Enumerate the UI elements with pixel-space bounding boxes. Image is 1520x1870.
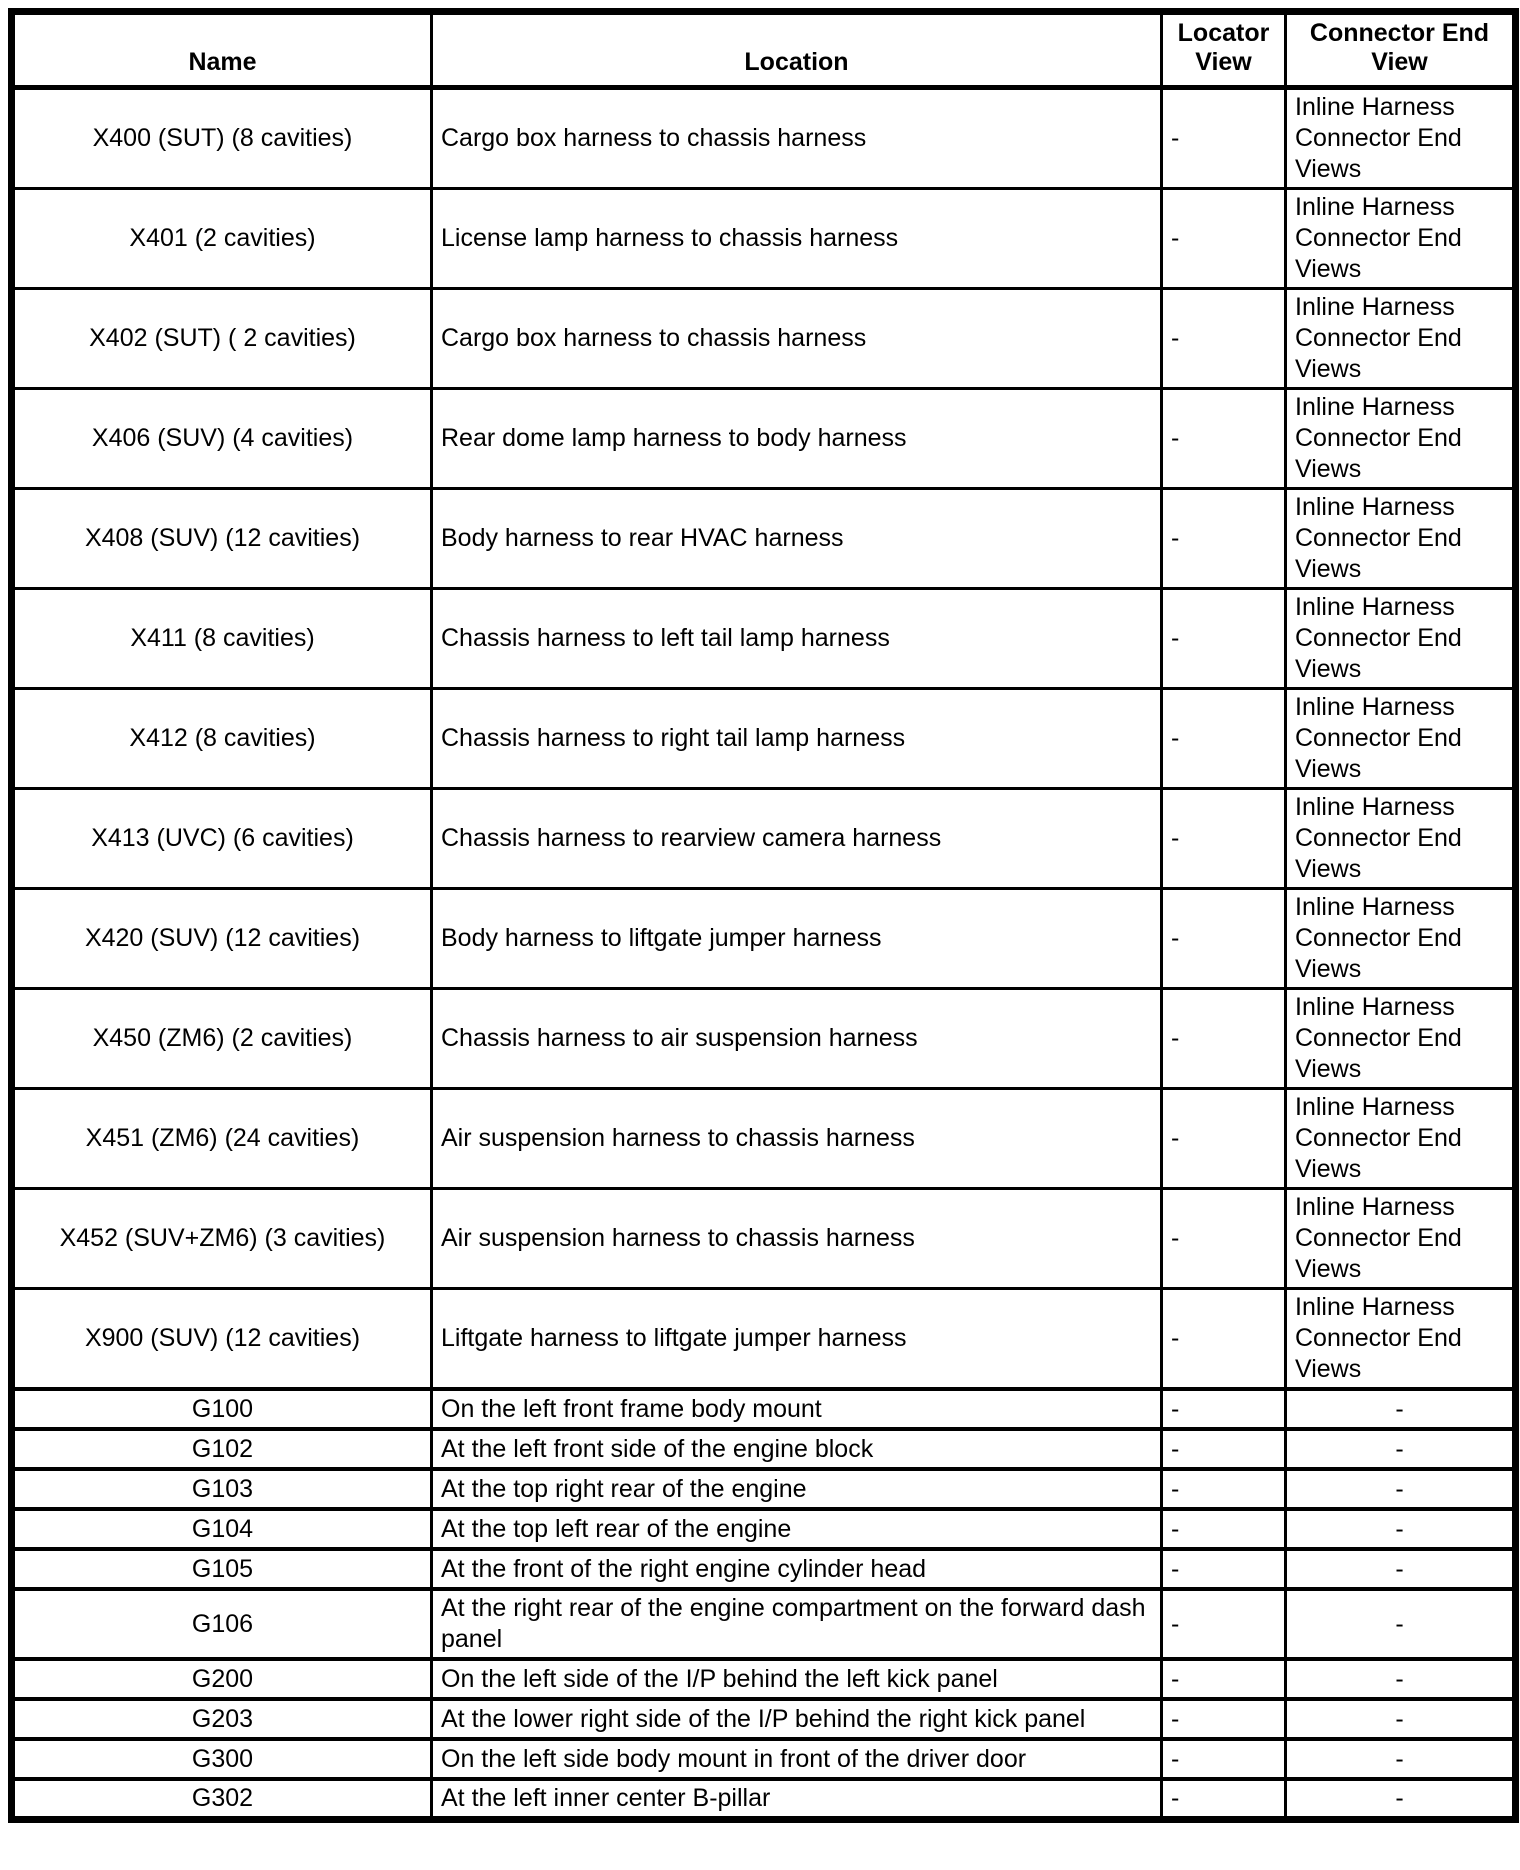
name-cell: X402 (SUT) ( 2 cavities): [12, 289, 432, 389]
location-cell: At the lower right side of the I/P behind the right kick panel: [432, 1699, 1162, 1739]
name-cell: G302: [12, 1779, 432, 1820]
location-cell: Chassis harness to air suspension harness: [432, 989, 1162, 1089]
locator-view-cell: -: [1162, 589, 1286, 689]
name-cell: X401 (2 cavities): [12, 189, 432, 289]
connector-end-view-cell: -: [1286, 1589, 1516, 1659]
table-row: [12, 1509, 1516, 1549]
name-cell: X450 (ZM6) (2 cavities): [12, 989, 432, 1089]
column-header-location: Location: [432, 12, 1162, 88]
column-header-name: Name: [12, 12, 432, 88]
name-cell: G300: [12, 1739, 432, 1779]
connector-end-view-cell: Inline Harness Connector End Views: [1286, 389, 1516, 489]
connector-end-view-cell: -: [1286, 1429, 1516, 1469]
connector-end-view-cell: Inline Harness Connector End Views: [1286, 989, 1516, 1089]
table-row: [12, 789, 1516, 889]
location-cell: On the left side body mount in front of the driver door: [432, 1739, 1162, 1779]
locator-view-cell: -: [1162, 1429, 1286, 1469]
location-cell: Body harness to liftgate jumper harness: [432, 889, 1162, 989]
name-cell: G200: [12, 1659, 432, 1699]
locator-view-cell: -: [1162, 1469, 1286, 1509]
table-row: [12, 1779, 1516, 1820]
connector-end-view-cell: -: [1286, 1509, 1516, 1549]
connector-end-view-cell: Inline Harness Connector End Views: [1286, 489, 1516, 589]
column-header-locator-view: Locator View: [1162, 12, 1286, 88]
connector-end-view-cell: -: [1286, 1389, 1516, 1429]
location-cell: On the left side of the I/P behind the left kick panel: [432, 1659, 1162, 1699]
name-cell: X420 (SUV) (12 cavities): [12, 889, 432, 989]
table-row: [12, 989, 1516, 1089]
table-row: [12, 389, 1516, 489]
connector-location-table: [8, 8, 1519, 1823]
connector-end-view-cell: Inline Harness Connector End Views: [1286, 589, 1516, 689]
locator-view-cell: -: [1162, 1589, 1286, 1659]
connector-end-view-cell: Inline Harness Connector End Views: [1286, 289, 1516, 389]
connector-end-view-cell: -: [1286, 1549, 1516, 1589]
table-row: [12, 689, 1516, 789]
location-cell: Chassis harness to rearview camera harness: [432, 789, 1162, 889]
connector-end-view-cell: Inline Harness Connector End Views: [1286, 189, 1516, 289]
locator-view-cell: -: [1162, 689, 1286, 789]
location-cell: Cargo box harness to chassis harness: [432, 289, 1162, 389]
locator-view-cell: -: [1162, 1089, 1286, 1189]
name-cell: G100: [12, 1389, 432, 1429]
locator-view-cell: -: [1162, 1699, 1286, 1739]
table-row: [12, 589, 1516, 689]
name-cell: X408 (SUV) (12 cavities): [12, 489, 432, 589]
location-cell: Liftgate harness to liftgate jumper harness: [432, 1289, 1162, 1390]
connector-end-view-cell: Inline Harness Connector End Views: [1286, 1189, 1516, 1289]
locator-view-cell: -: [1162, 1389, 1286, 1429]
location-cell: Air suspension harness to chassis harness: [432, 1089, 1162, 1189]
location-cell: Air suspension harness to chassis harness: [432, 1189, 1162, 1289]
table-row: [12, 1389, 1516, 1429]
table-row: [12, 1549, 1516, 1589]
table-row: [12, 1739, 1516, 1779]
location-cell: At the top right rear of the engine: [432, 1469, 1162, 1509]
connector-end-view-cell: -: [1286, 1739, 1516, 1779]
connector-end-view-cell: Inline Harness Connector End Views: [1286, 1089, 1516, 1189]
table-row: [12, 189, 1516, 289]
locator-view-cell: -: [1162, 389, 1286, 489]
header-row: [12, 12, 1516, 88]
name-cell: X413 (UVC) (6 cavities): [12, 789, 432, 889]
location-cell: Cargo box harness to chassis harness: [432, 88, 1162, 189]
locator-view-cell: -: [1162, 1189, 1286, 1289]
location-cell: License lamp harness to chassis harness: [432, 189, 1162, 289]
location-cell: Chassis harness to left tail lamp harness: [432, 589, 1162, 689]
name-cell: X411 (8 cavities): [12, 589, 432, 689]
name-cell: G103: [12, 1469, 432, 1509]
name-cell: X452 (SUV+ZM6) (3 cavities): [12, 1189, 432, 1289]
table-row: [12, 1659, 1516, 1699]
locator-view-cell: -: [1162, 989, 1286, 1089]
table-row: [12, 1189, 1516, 1289]
connector-end-view-cell: Inline Harness Connector End Views: [1286, 789, 1516, 889]
locator-view-cell: -: [1162, 1289, 1286, 1390]
connector-end-view-cell: Inline Harness Connector End Views: [1286, 889, 1516, 989]
table-row: [12, 1289, 1516, 1390]
name-cell: G102: [12, 1429, 432, 1469]
connector-end-view-cell: -: [1286, 1699, 1516, 1739]
connector-end-view-cell: Inline Harness Connector End Views: [1286, 689, 1516, 789]
connector-end-view-cell: Inline Harness Connector End Views: [1286, 1289, 1516, 1390]
locator-view-cell: -: [1162, 1509, 1286, 1549]
location-cell: At the left inner center B-pillar: [432, 1779, 1162, 1820]
table-row: [12, 88, 1516, 189]
table-row: [12, 889, 1516, 989]
name-cell: X451 (ZM6) (24 cavities): [12, 1089, 432, 1189]
table-row: [12, 489, 1516, 589]
table-row: [12, 1469, 1516, 1509]
name-cell: G104: [12, 1509, 432, 1549]
location-cell: At the right rear of the engine compartment on the forward dash panel: [432, 1589, 1162, 1659]
locator-view-cell: -: [1162, 889, 1286, 989]
name-cell: G105: [12, 1549, 432, 1589]
locator-view-cell: -: [1162, 189, 1286, 289]
name-cell: X412 (8 cavities): [12, 689, 432, 789]
table-row: [12, 1089, 1516, 1189]
table-row: [12, 1699, 1516, 1739]
table-row: [12, 1429, 1516, 1469]
table-row: [12, 1589, 1516, 1659]
location-cell: Chassis harness to right tail lamp harness: [432, 689, 1162, 789]
locator-view-cell: -: [1162, 1659, 1286, 1699]
locator-view-cell: -: [1162, 789, 1286, 889]
location-cell: On the left front frame body mount: [432, 1389, 1162, 1429]
connector-end-view-cell: -: [1286, 1659, 1516, 1699]
name-cell: X406 (SUV) (4 cavities): [12, 389, 432, 489]
location-cell: Rear dome lamp harness to body harness: [432, 389, 1162, 489]
location-cell: At the left front side of the engine block: [432, 1429, 1162, 1469]
locator-view-cell: -: [1162, 289, 1286, 389]
name-cell: X400 (SUT) (8 cavities): [12, 88, 432, 189]
location-cell: Body harness to rear HVAC harness: [432, 489, 1162, 589]
connector-end-view-cell: -: [1286, 1779, 1516, 1820]
location-cell: At the front of the right engine cylinder head: [432, 1549, 1162, 1589]
connector-end-view-cell: Inline Harness Connector End Views: [1286, 88, 1516, 189]
locator-view-cell: -: [1162, 1779, 1286, 1820]
column-header-connector-end-view: Connector End View: [1286, 12, 1516, 88]
locator-view-cell: -: [1162, 1739, 1286, 1779]
name-cell: X900 (SUV) (12 cavities): [12, 1289, 432, 1390]
table-row: [12, 289, 1516, 389]
locator-view-cell: -: [1162, 489, 1286, 589]
connector-end-view-cell: -: [1286, 1469, 1516, 1509]
locator-view-cell: -: [1162, 88, 1286, 189]
location-cell: At the top left rear of the engine: [432, 1509, 1162, 1549]
locator-view-cell: -: [1162, 1549, 1286, 1589]
name-cell: G203: [12, 1699, 432, 1739]
name-cell: G106: [12, 1589, 432, 1659]
